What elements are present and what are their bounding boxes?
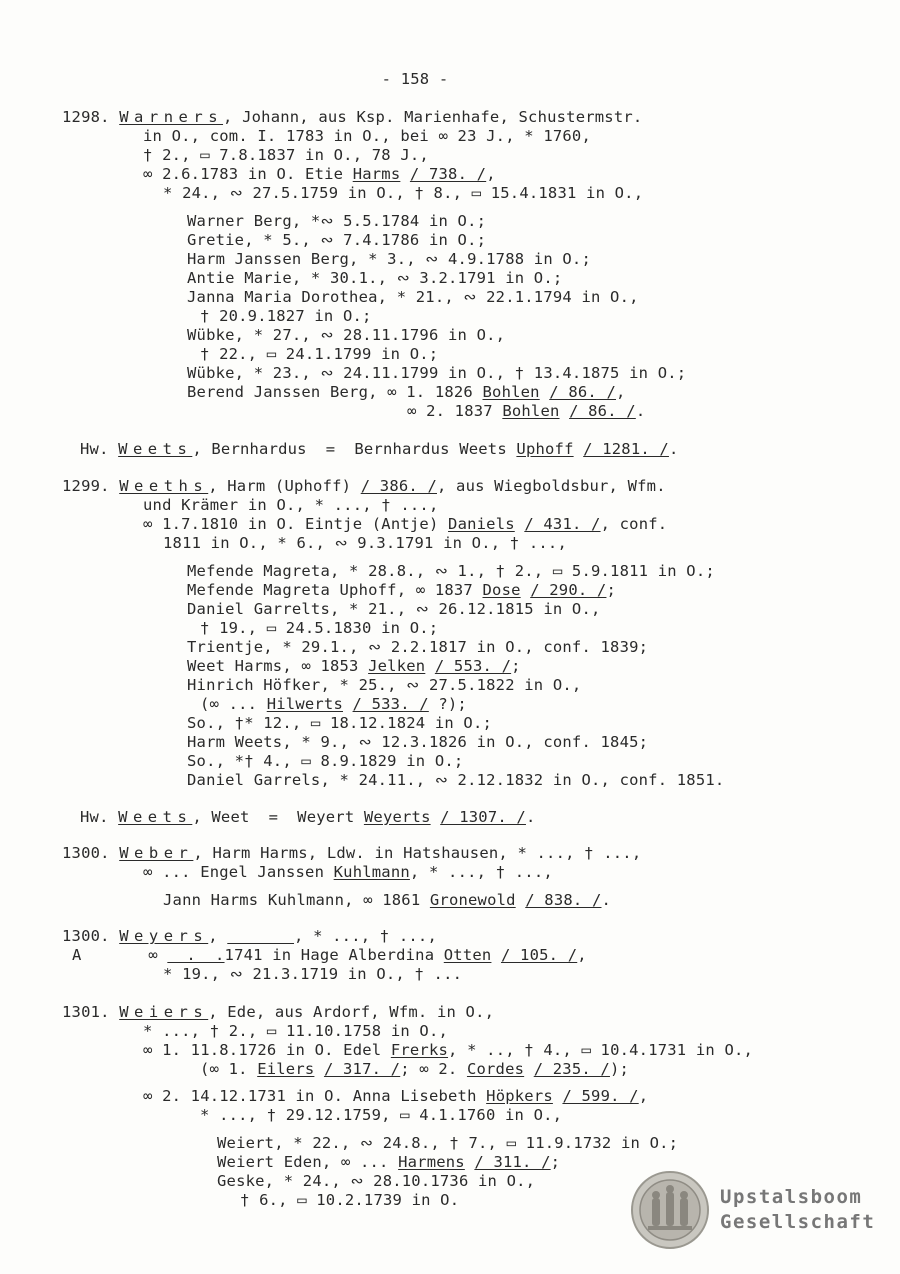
text-segment: , * .., † 4., ▭ 10.4.1731 in O., [448,1041,754,1059]
text-line [187,364,686,383]
text-segment: , [577,946,587,964]
text-segment [491,946,501,964]
text-segment: Wübke, * 27., ∾ 28.11.1796 in O., [187,326,506,344]
text-line [187,326,505,345]
text-line [187,676,581,695]
text-line [163,184,643,203]
text-segment [560,402,570,420]
text-segment: ); [609,1060,630,1078]
entry-surname: Weyers [119,927,209,945]
text-segment: Hw. [80,808,119,826]
underlined-reference: / 86. / [569,402,636,420]
page-number: - 158 - [381,70,449,88]
text-line [80,440,679,459]
text-segment: Weiert, * 22., ∾ 24.8., † 7., ▭ 11.9.1732 in O.; [217,1134,679,1152]
underlined-reference: / 738. / [409,165,487,183]
text-segment: , [638,1087,649,1105]
text-segment [524,1060,534,1078]
text-line [143,1041,753,1060]
text-segment: Berend Janssen Berg, ∞ 1. 1826 [187,383,483,401]
text-line [62,1003,494,1022]
text-segment: , Bernhardus = Bernhardus Weets [192,440,517,458]
text-segment: † 6., ▭ 10.2.1739 in O. [240,1191,460,1209]
text-line [143,863,553,882]
text-segment: * 24., ∾ 27.5.1759 in O., † 8., ▭ 15.4.1831 in O., [163,184,644,202]
text-segment: 1301. [62,1003,120,1021]
text-line [200,619,438,638]
text-segment [465,1153,475,1171]
entry-surname: Weets [118,440,193,458]
underlined-reference: Gronewold [429,891,516,909]
text-segment: ∞ 2. 14.12.1731 in O. Anna Lisebeth [143,1087,487,1105]
underlined-reference: Jelken [368,657,426,675]
underlined-reference: Bohlen [482,383,540,401]
text-segment: Daniel Garrels, * 24.11., ∾ 2.12.1832 in O., conf. 1851. [187,771,725,789]
text-segment: Jann Harms Kuhlmann, ∞ 1861 [163,891,430,909]
text-line [62,477,666,496]
text-segment: Daniel Garrelts, * 21., ∾ 26.12.1815 in O., [187,600,601,618]
text-line [200,345,438,364]
entry-surname: Weber [119,844,194,862]
text-segment [343,695,353,713]
text-segment: * ..., † 29.12.1759, ▭ 4.1.1760 in O., [200,1106,563,1124]
text-segment: † 2., ▭ 7.8.1837 in O., 78 J., [143,146,429,164]
underlined-reference: Cordes [466,1060,525,1078]
underlined-reference: Weyerts [363,808,431,826]
text-segment: ; [550,1153,561,1171]
text-line [200,307,372,326]
text-line [187,383,626,402]
text-segment: , aus Wiegboldsbur, Wfm. [436,477,666,495]
text-line [240,1191,459,1210]
society-seal-icon [630,1170,710,1250]
text-segment: Janna Maria Dorothea, * 21., ∾ 22.1.1794 in O., [187,288,639,306]
text-segment: Geske, * 24., ∾ 28.10.1736 in O., [217,1172,536,1190]
text-segment [521,581,531,599]
underlined-reference: / 1281. / [583,440,669,458]
text-line [187,714,492,733]
text-segment: Mefende Magreta, * 28.8., ∾ 1., † 2., ▭ 5.9.1811 in O.; [187,562,715,580]
text-segment: ∞ ... Engel Janssen [143,863,334,881]
underlined-reference: Otten [443,946,492,964]
text-segment: 1299. [62,477,120,495]
text-segment [553,1087,563,1105]
text-segment: und Krämer in O., * ..., † ..., [143,496,439,514]
text-line [200,1106,562,1125]
text-segment: . [601,891,612,909]
text-segment: † 20.9.1827 in O.; [200,307,372,325]
text-line [187,733,648,752]
text-line [187,581,616,600]
text-segment [400,165,410,183]
text-line [200,1060,629,1079]
text-segment: † 22., ▭ 24.1.1799 in O.; [200,345,439,363]
text-segment: So., †* 12., ▭ 18.12.1824 in O.; [187,714,493,732]
text-segment: , [615,383,626,401]
text-segment: 1811 in O., * 6., ∾ 9.3.1791 in O., † ..., [163,534,567,552]
text-line [187,250,591,269]
text-segment: , * ..., † ..., [294,927,437,945]
underlined-reference: / 317. / [323,1060,401,1078]
text-segment: Weet Harms, ∞ 1853 [187,657,369,675]
text-segment: (∞ 1. [200,1060,258,1078]
text-segment [431,808,441,826]
text-line [217,1172,535,1191]
underlined-reference: / 386. / [360,477,437,495]
text-segment: Hw. [80,440,119,458]
text-line [143,1022,448,1041]
underlined-reference: / 599. / [562,1087,639,1105]
text-line [187,231,486,250]
text-line [143,165,496,184]
underlined-reference: / 86. / [549,383,616,401]
text-segment: Gretie, * 5., ∾ 7.4.1786 in O.; [187,231,487,249]
underlined-reference: Harmens [398,1153,465,1171]
entry-surname: Weiers [119,1003,209,1021]
text-segment: Wübke, * 23., ∾ 24.11.1799 in O., † 13.4.1875 in O.; [187,364,687,382]
text-segment: ∞ 2.6.1783 in O. Etie [143,165,353,183]
text-segment: 1300. [62,844,120,862]
underlined-reference: / 290. / [530,581,607,599]
text-segment: Hinrich Höfker, * 25., ∾ 27.5.1822 in O., [187,676,582,694]
text-segment: . [635,402,646,420]
underlined-reference: Höpkers [486,1087,553,1105]
text-line [187,638,648,657]
text-segment: ∞ 1. 11.8.1726 in O. Edel [143,1041,391,1059]
text-line [72,946,587,965]
text-segment: ?); [428,695,467,713]
text-segment: ; [511,657,521,675]
text-line [62,844,641,863]
text-segment: 1300. [62,927,120,945]
text-segment: A ∞ [72,946,168,964]
text-segment: , conf. [600,515,668,533]
underlined-reference: / 235. / [533,1060,610,1078]
text-line [217,1153,560,1172]
entry-surname: Weeths [119,477,209,495]
underlined-reference: / 553. / [434,657,512,675]
text-segment: So., *† 4., ▭ 8.9.1829 in O.; [187,752,464,770]
text-segment [515,515,525,533]
text-line [187,771,724,790]
underlined-reference: Eilers [257,1060,315,1078]
brand-line-1: Upstalsboom [720,1186,863,1208]
text-segment: , Harm Harms, Ldw. in Hatshausen, * ..., † ..., [193,844,642,862]
underlined-reference: / 838. / [525,891,602,909]
text-segment [425,657,435,675]
text-line [62,927,437,946]
text-segment [540,383,550,401]
underlined-reference: / 533. / [352,695,429,713]
text-line [163,965,462,984]
entry-surname: Weets [118,808,193,826]
text-segment [314,1060,324,1078]
text-line [200,695,467,714]
text-segment: ; [606,581,616,599]
text-segment: in O., com. I. 1783 in O., bei ∞ 23 J., * 1760, [143,127,591,145]
brand-line-2: Gesellschaft [720,1211,876,1233]
text-line [187,562,715,581]
text-segment: ∞ 2. 1837 [407,402,503,420]
text-line [143,515,667,534]
text-line [187,657,521,676]
text-segment: 1741 in Hage Alberdina [224,946,444,964]
underlined-reference: / 431. / [524,515,601,533]
underlined-reference: . . [167,946,225,964]
underlined-reference: Hilwerts [266,695,343,713]
text-segment: , Weet = Weyert [192,808,364,826]
underlined-reference: Frerks [390,1041,449,1059]
underlined-reference: Dose [482,581,521,599]
text-segment: , [208,927,228,945]
text-line [407,402,645,421]
underlined-reference: / 311. / [474,1153,551,1171]
text-line [143,146,429,165]
text-segment [516,891,526,909]
underlined-reference [227,927,294,945]
text-line [187,288,639,307]
text-line [143,496,439,515]
text-segment: ∞ 1.7.1810 in O. Eintje (Antje) [143,515,449,533]
text-segment: Harm Janssen Berg, * 3., ∾ 4.9.1788 in O.; [187,250,591,268]
text-line [187,600,601,619]
text-line [187,212,486,231]
text-segment: , Harm (Uphoff) [208,477,361,495]
text-line [163,891,611,910]
text-segment: Weiert Eden, ∞ ... [217,1153,399,1171]
underlined-reference: Kuhlmann [333,863,410,881]
underlined-reference: Bohlen [502,402,560,420]
text-segment: Warner Berg, *∾ 5.5.1784 in O.; [187,212,487,230]
text-segment: 1298. [62,108,120,126]
text-segment: , * ..., † ..., [409,863,553,881]
underlined-reference: Harms [352,165,401,183]
text-segment: Harm Weets, * 9., ∾ 12.3.1826 in O., conf. 1845; [187,733,649,751]
text-segment: . [525,808,536,826]
underlined-reference: Daniels [448,515,515,533]
entry-surname: Warners [119,108,224,126]
text-segment: . [668,440,679,458]
text-line [187,269,562,288]
text-line [143,127,591,146]
text-segment: * 19., ∾ 21.3.1719 in O., † ... [163,965,463,983]
text-segment: (∞ ... [200,695,267,713]
text-line [217,1134,678,1153]
text-line [187,752,463,771]
text-segment: † 19., ▭ 24.5.1830 in O.; [200,619,439,637]
text-segment: ; ∞ 2. [400,1060,467,1078]
text-segment: Trientje, * 29.1., ∾ 2.2.1817 in O., conf. 1839; [187,638,649,656]
underlined-reference: / 1307. / [440,808,526,826]
underlined-reference: Uphoff [516,440,574,458]
text-segment: , Johann, aus Ksp. Marienhafe, Schustermstr. [223,108,643,126]
text-segment: Mefende Magreta Uphoff, ∞ 1837 [187,581,483,599]
text-segment: Antie Marie, * 30.1., ∾ 3.2.1791 in O.; [187,269,563,287]
text-segment: , Ede, aus Ardorf, Wfm. in O., [208,1003,495,1021]
underlined-reference: / 105. / [500,946,578,964]
text-segment: * ..., † 2., ▭ 11.10.1758 in O., [143,1022,449,1040]
text-line [80,808,536,827]
text-line [143,1087,648,1106]
text-segment: , [486,165,496,183]
text-line [62,108,642,127]
text-line [163,534,567,553]
text-segment [574,440,584,458]
